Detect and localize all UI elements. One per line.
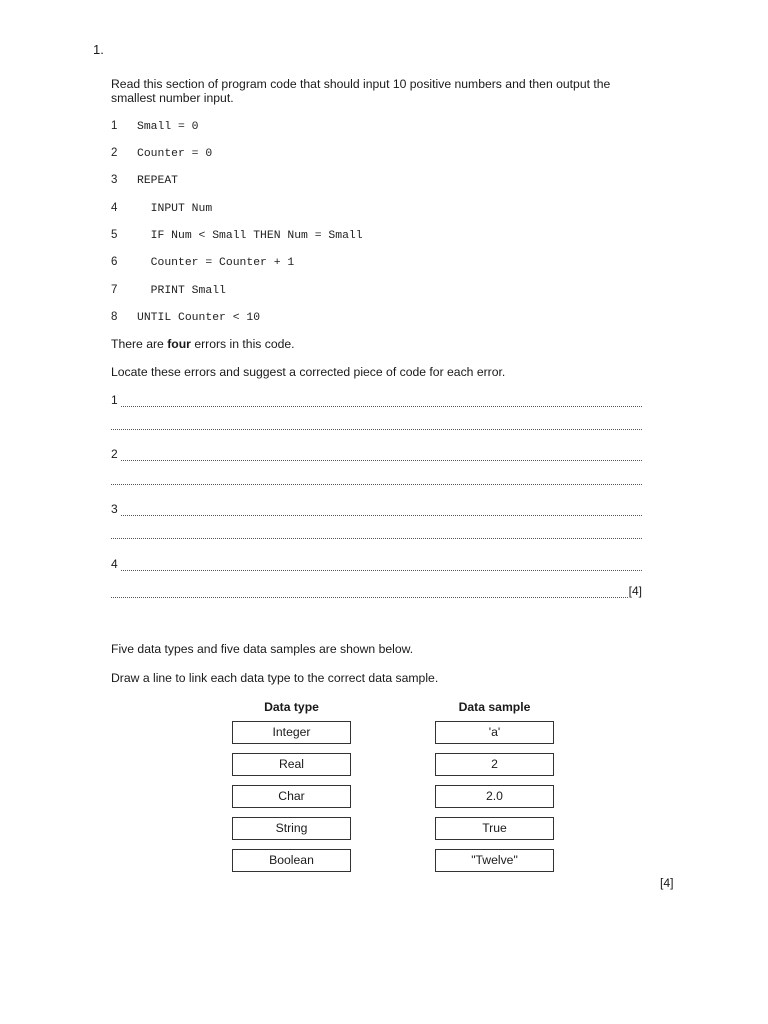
- code-line-text: Small = 0: [137, 121, 199, 133]
- data-type-box-real[interactable]: Real: [232, 753, 351, 776]
- data-sample-box-2[interactable]: 2: [435, 753, 554, 776]
- part2-intro: Five data types and five data samples are shown below.: [111, 642, 414, 656]
- data-type-box-integer[interactable]: Integer: [232, 721, 351, 744]
- data-type-box-boolean[interactable]: Boolean: [232, 849, 351, 872]
- answer-number: 2: [111, 447, 118, 461]
- answer-number: 4: [111, 557, 118, 571]
- dotted-line: [111, 529, 642, 539]
- answer-line-4-continued[interactable]: [111, 584, 642, 598]
- code-line-text: REPEAT: [137, 175, 179, 187]
- answer-line-4[interactable]: [111, 557, 642, 571]
- data-type-box-string[interactable]: String: [232, 817, 351, 840]
- code-line-number: 5: [111, 229, 118, 241]
- code-line-text: Counter = 0: [137, 148, 213, 160]
- question-number: 1.: [93, 42, 104, 57]
- data-sample-box-twelve[interactable]: "Twelve": [435, 849, 554, 872]
- code-line: [111, 256, 294, 269]
- instruction: Locate these errors and suggest a corrected piece of code for each error.: [111, 365, 506, 379]
- code-line: [111, 174, 178, 187]
- code-line-number: 3: [111, 174, 118, 186]
- mark-allocation: [4]: [660, 876, 674, 890]
- mark-allocation: [4]: [628, 584, 642, 598]
- code-line-text: PRINT Small: [137, 285, 226, 297]
- answer-line-3-continued[interactable]: [111, 529, 642, 539]
- data-sample-box-2-0[interactable]: 2.0: [435, 785, 554, 808]
- code-line-text: UNTIL Counter < 10: [137, 312, 261, 324]
- dotted-line: [121, 397, 642, 407]
- dotted-line: [111, 420, 642, 430]
- code-line-number: 8: [111, 311, 118, 323]
- dotted-line: [121, 506, 642, 516]
- code-line-number: 7: [111, 284, 118, 296]
- answer-number: 3: [111, 502, 118, 516]
- code-line: [111, 284, 226, 297]
- code-line: [111, 311, 260, 324]
- errors-count: four: [167, 337, 191, 351]
- dotted-line: [121, 561, 642, 571]
- code-line: [111, 202, 212, 215]
- code-line-text: INPUT Num: [137, 203, 213, 215]
- dotted-line: [111, 588, 628, 598]
- code-line-number: 4: [111, 202, 118, 214]
- answer-line-2-continued[interactable]: [111, 475, 642, 485]
- dotted-line: [121, 451, 642, 461]
- answer-line-2[interactable]: [111, 447, 642, 461]
- data-type-box-char[interactable]: Char: [232, 785, 351, 808]
- code-line-number: 6: [111, 256, 118, 268]
- errors-statement: There are four errors in this code.: [111, 337, 295, 351]
- answer-line-1[interactable]: [111, 393, 642, 407]
- code-line: [111, 147, 212, 160]
- part2-instruction: Draw a line to link each data type to the correct data sample.: [111, 671, 439, 685]
- dotted-line: [111, 475, 642, 485]
- code-line-number: 1: [111, 120, 118, 132]
- code-line: [111, 120, 199, 133]
- data-sample-header: Data sample: [458, 700, 531, 714]
- code-line-text: Counter = Counter + 1: [137, 257, 295, 269]
- code-line-text: IF Num < Small THEN Num = Small: [137, 230, 363, 242]
- answer-line-3[interactable]: [111, 502, 642, 516]
- question-intro: Read this section of program code that should input 10 positive numbers and then output the smallest number input.: [111, 77, 611, 105]
- data-type-header: Data type: [264, 700, 319, 714]
- data-sample-box-true[interactable]: True: [435, 817, 554, 840]
- answer-number: 1: [111, 393, 118, 407]
- answer-line-1-continued[interactable]: [111, 420, 642, 430]
- code-line: [111, 229, 363, 242]
- data-sample-box-char-a[interactable]: 'a': [435, 721, 554, 744]
- code-line-number: 2: [111, 147, 118, 159]
